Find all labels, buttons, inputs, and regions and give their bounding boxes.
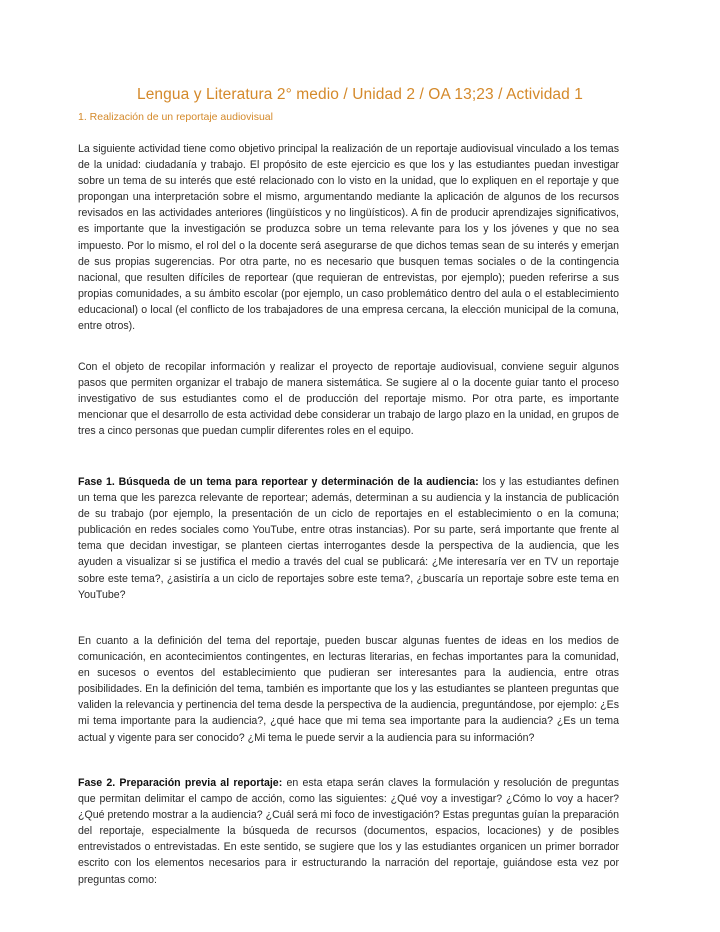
phase-2-heading: Fase 2. Preparación previa al reportaje: — [78, 777, 283, 789]
paragraph-text: La siguiente actividad tiene como objetivo principal la realización de un reportaje audiovisual vinculado a los temas de la unidad: ciudadanía y trabajo. El propósito de este ejercicio es que los y las estudiantes puedan investigar sobre un tema de su interés que esté relacionado con lo visto en la unidad, que lo expliquen en el reportaje y que propongan una interpretación sobre el mismo, argumentando mediante la aplicación de algunos de los recursos revisados en las actividades anteriores (lingüísticos y no lingüísticos). A fin de producir aprendizajes significativos, es importante que la investigación se produzca sobre un tema relevante para los y los jóvenes y que no sea impuesto. Por lo mismo, el rol del o la docente será asegurarse de que dichos temas sean de su interés y emerjan de sus propias sugerencias. Por otra parte, no es necesario que busquen temas sociales o de la contingencia nacional, que resulten difíciles de reportear (que requieran de entrevistas, por ejemplo); pueden referirse a sus propias comunidades, a su ámbito escolar (por ejemplo, un caso problemático dentro del aula o el establecimiento educacional) o local (el conflicto de los trabajadores de una empresa cercana, la elección municipal de la comuna, entre otros). — [78, 143, 619, 333]
paragraph-text: en esta etapa serán claves la formulación y resolución de preguntas que permitan delimitar el campo de acción, como las siguientes: ¿Qué voy a investigar? ¿Cómo lo voy a hacer? ¿Qué pretendo mostrar a la audiencia? ¿Cuál será mi foco de investigación? Estas preguntas guían la preparación del reportaje, especialmente la búsqueda de recursos (documentos, espacios, locaciones) y de posibles entrevistados o entrevistadas. En este sentido, se sugiere que los y las estudiantes organicen un primer borrador escrito con los elementos necesarios para ir estructurando la narración del reportaje, guiándose esta vez por preguntas como: — [78, 777, 619, 886]
paragraph-topic-definition — [78, 633, 619, 746]
phase-1-heading: Fase 1. Búsqueda de un tema para reportear y determinación de la audiencia: — [78, 476, 479, 488]
paragraph-text: Con el objeto de recopilar información y realizar el proyecto de reportaje audiovisual, conviene seguir algunos pasos que permiten organizar el trabajo de manera sistemática. Se sugiere al o la docente guiar tanto el proceso investigativo de sus estudiantes como el de producción del reportaje mismo. Por otra parte, es importante mencionar que el desarrollo de esta actividad debe considerar un trabajo de largo plazo en la unidad, en grupos de tres a cinco personas que puedan cumplir diferentes roles en el equipo. — [78, 361, 619, 438]
paragraph-steps — [78, 359, 619, 439]
paragraph-phase-1 — [78, 474, 619, 603]
document-title: Lengua y Literatura 2° medio / Unidad 2 / OA 13;23 / Actividad 1 — [136, 86, 583, 103]
paragraph-text: los y las estudiantes definen un tema que les parezca relevante de reportear; además, determinan a su audiencia y la instancia de publicación de su trabajo (por ejemplo, la presentación de un ciclo de reportajes en el establecimiento o en la comuna; publicación en redes sociales como YouTube, entre otras instancias). Por su parte, será importante que frente al tema que decidan investigar, se planteen ciertas interrogantes desde la perspectiva de la audiencia, que les ayuden a visualizar si se justifica el medio a través del cual se publicará: ¿Me interesaría ver en TV un reportaje sobre este tema?, ¿asistiría a un ciclo de reportajes sobre este tema?, ¿buscaría un reportaje sobre este tema en YouTube? — [78, 476, 619, 601]
paragraph-intro — [78, 141, 619, 334]
paragraph-phase-2 — [78, 775, 619, 888]
section-heading: 1. Realización de un reportaje audiovisual — [78, 111, 273, 123]
paragraph-text: En cuanto a la definición del tema del reportaje, pueden buscar algunas fuentes de ideas en los medios de comunicación, en acontecimientos contingentes, en lecturas literarias, en fechas importantes para la comunidad, en sucesos o eventos del establecimiento que pudieran ser interesantes para la audiencia, entre otras posibilidades. En la definición del tema, también es importante que los y las estudiantes se planteen preguntas que validen la relevancia y pertinencia del tema desde la perspectiva de la audiencia, preguntándose, por ejemplo: ¿Es mi tema importante para la audiencia?, ¿qué hace que mi tema sea importante para la audiencia? ¿Es un tema actual y vigente para ser conocido? ¿Mi tema le puede servir a la audiencia para su información? — [78, 635, 619, 744]
